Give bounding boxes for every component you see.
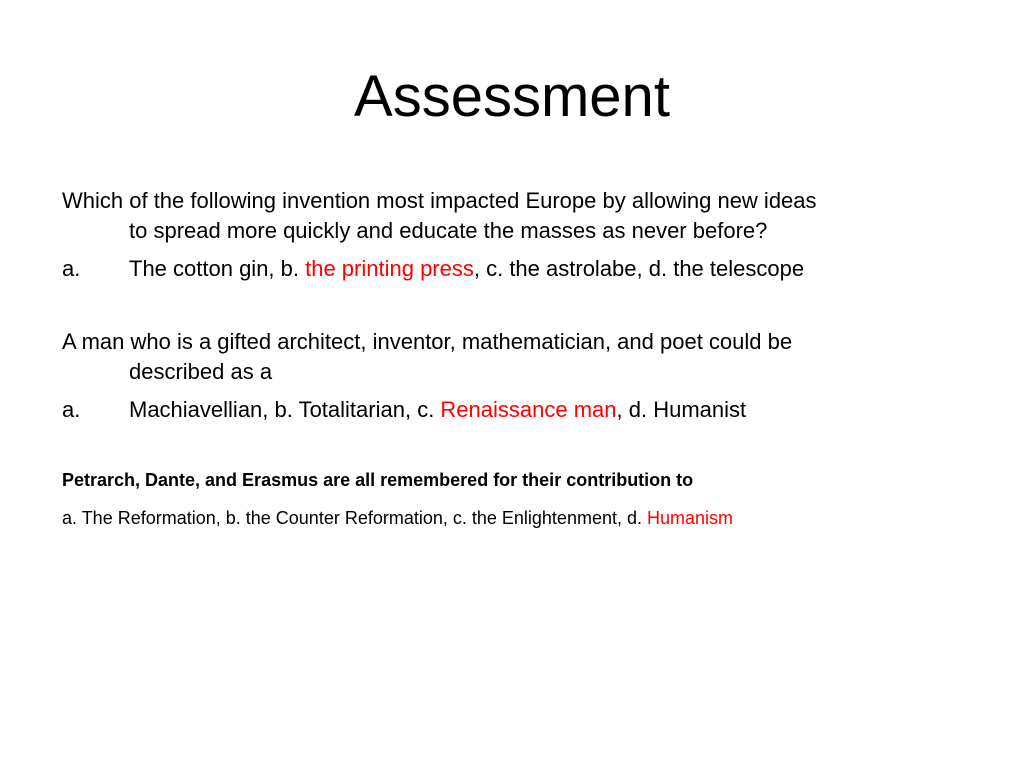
question-2-text bbox=[62, 327, 962, 387]
question-3-answers bbox=[62, 505, 962, 531]
question-1-text bbox=[62, 186, 962, 246]
question-2-line-2: described as a bbox=[129, 359, 273, 384]
question-1-line-1: Which of the following invention most impacted Europe by allowing new ideas bbox=[62, 188, 817, 213]
question-1-line-2: to spread more quickly and educate the masses as never before? bbox=[129, 218, 768, 243]
slide-title: Assessment bbox=[354, 64, 670, 129]
answer-text: The cotton gin, b. bbox=[129, 256, 306, 281]
answer-text: , c. the astrolabe, d. the telescope bbox=[473, 256, 805, 281]
correct-answer: the printing press bbox=[305, 256, 474, 281]
question-2-answers bbox=[62, 395, 962, 425]
correct-answer: Humanism bbox=[646, 508, 734, 528]
correct-answer: Renaissance man bbox=[440, 397, 617, 422]
answer-text: Machiavellian, b. Totalitarian, c. bbox=[129, 397, 441, 422]
answer-marker: a. bbox=[62, 397, 81, 422]
question-2-line-1: A man who is a gifted architect, inventor, mathematician, and poet could be bbox=[62, 329, 793, 354]
question-1-answers bbox=[62, 254, 962, 284]
answer-text: , d. Humanist bbox=[616, 397, 747, 422]
answer-text: a. The Reformation, b. the Counter Reformation, c. the Enlightenment, d. bbox=[62, 508, 647, 528]
question-3-text: Petrarch, Dante, and Erasmus are all remembered for their contribution to bbox=[62, 470, 694, 490]
answer-marker: a. bbox=[62, 256, 81, 281]
